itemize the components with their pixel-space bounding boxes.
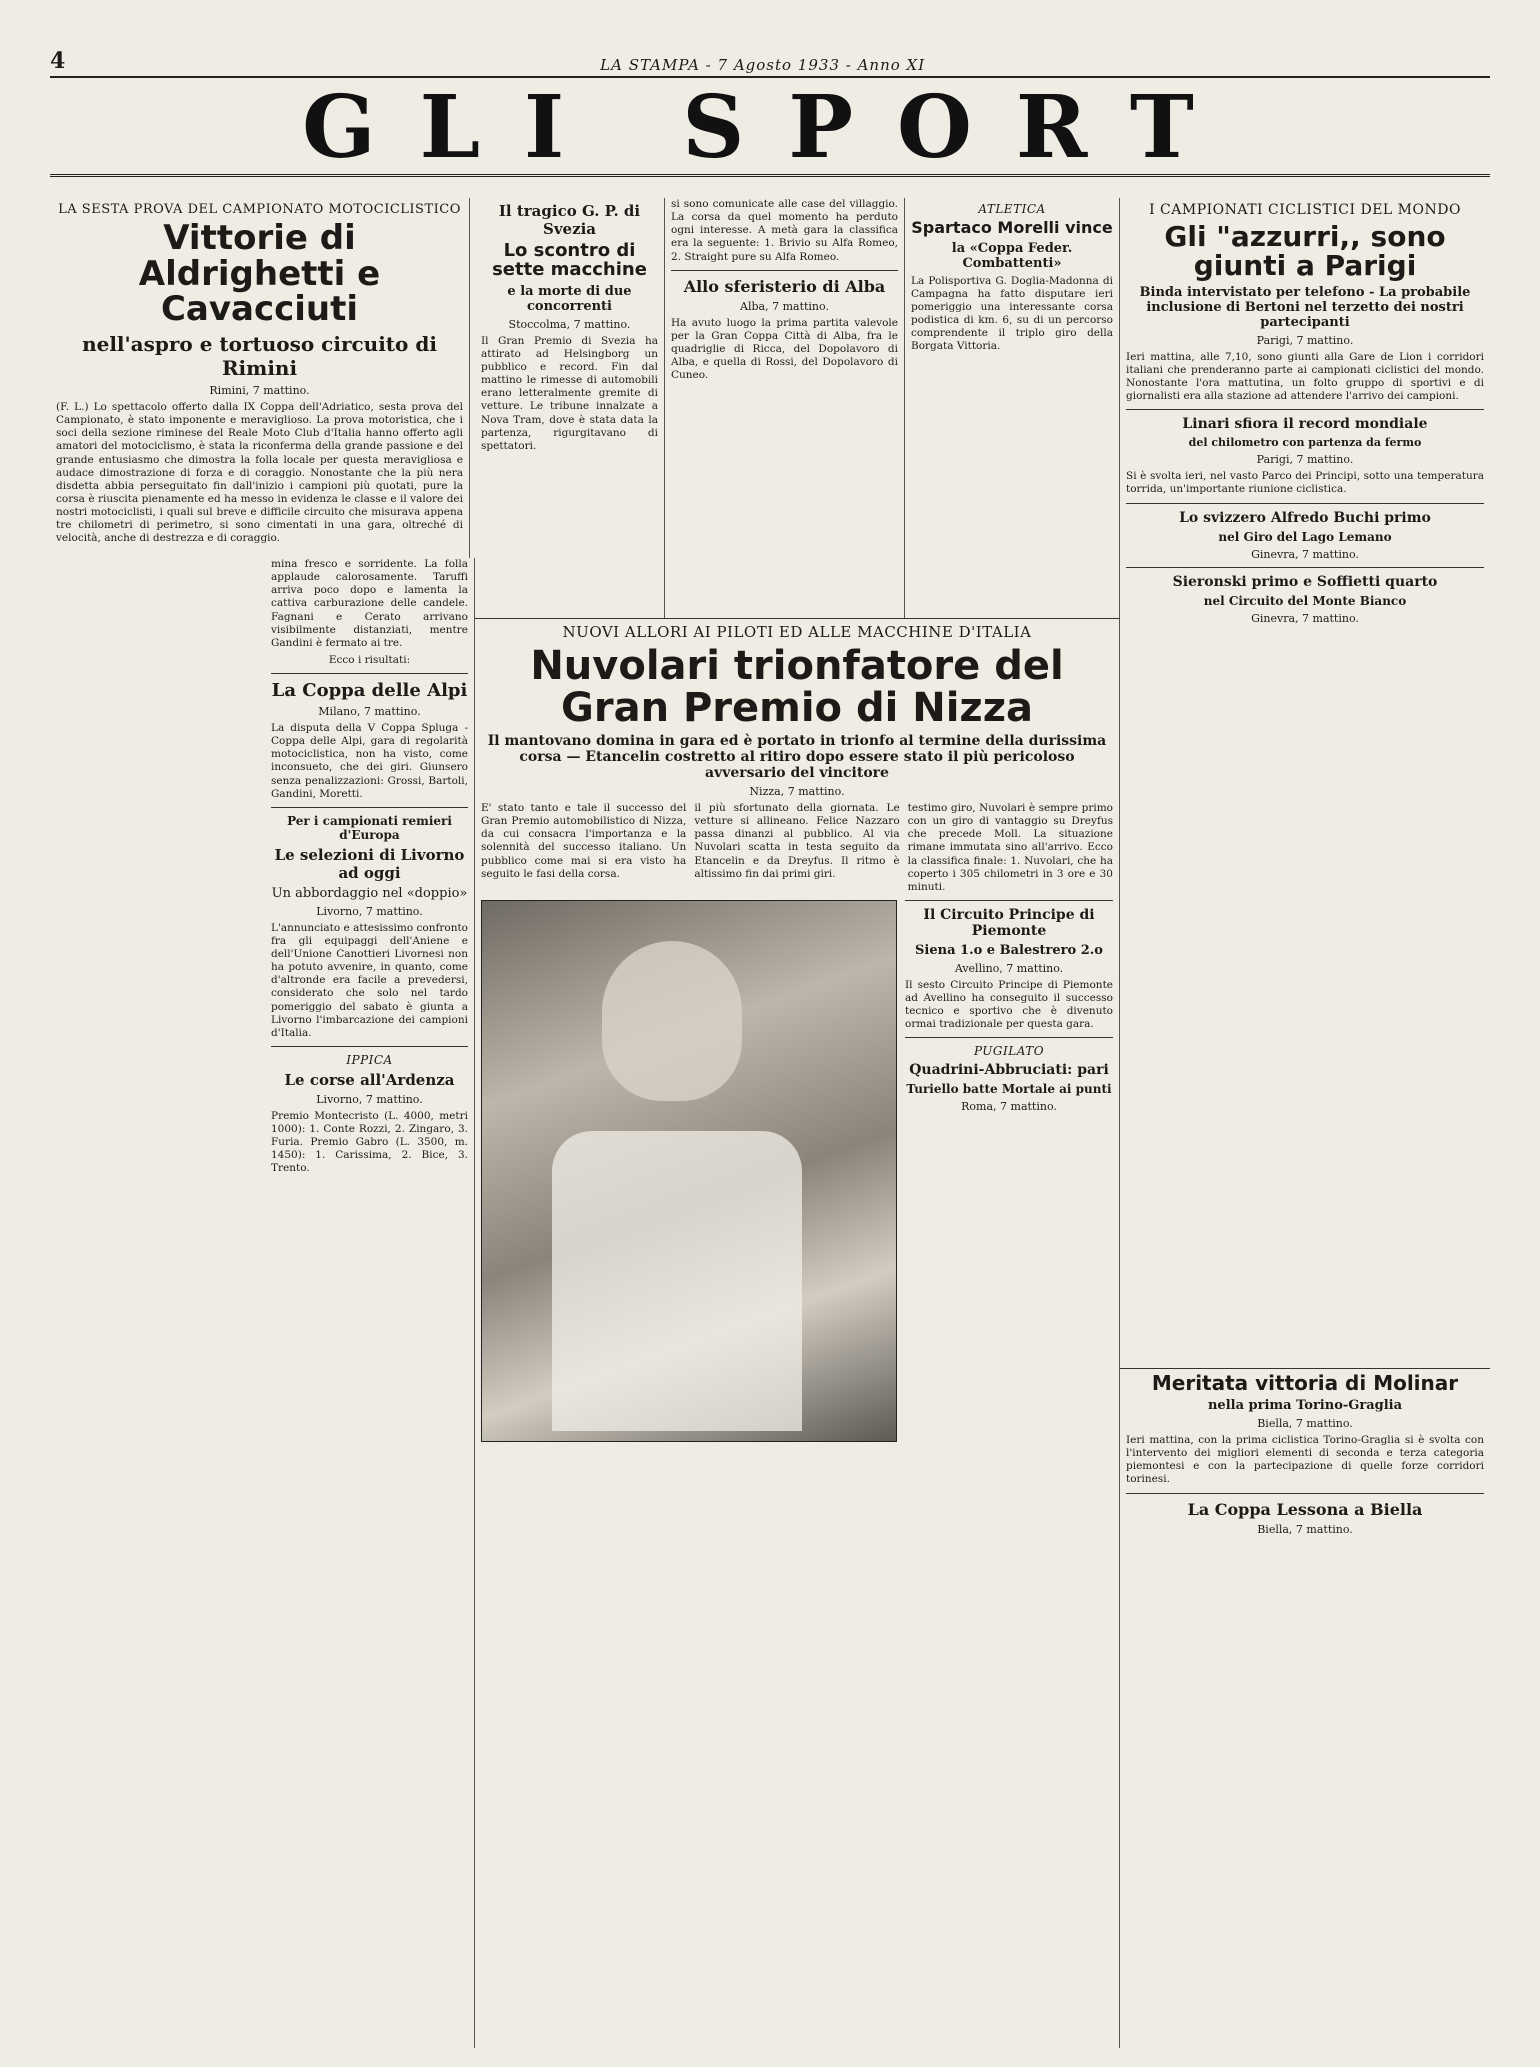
- article-column-4: [665, 198, 905, 618]
- pugilato-subtitle: Turiello batte Mortale ai punti: [906, 1082, 1112, 1097]
- pugilato-kicker: PUGILATO: [973, 1044, 1045, 1059]
- sieronski-title: Sieronski primo e Soffietti quarto: [1172, 573, 1438, 590]
- buchi-dateline: Ginevra, 7 mattino.: [1251, 547, 1359, 561]
- alba-body: Ha avuto luogo la prima partita valevole per la Gran Coppa Città di Alba, fra le quadriglie di Ricca, del Dopolavoro di Alba, e quella di Rossi, del Dopolavoro di Cuneo.: [671, 316, 898, 382]
- coppa-alpi-body: La disputa della V Coppa Spluga - Coppa delle Alpi, gara di regolarità motociclistica, non ha visto, come inconsueto, che dei giri. Giunsero senza penalizzazioni: Grossi, Bartoli, Gandini, Moretti.: [271, 722, 468, 800]
- parigi-dateline: Parigi, 7 mattino.: [1256, 333, 1354, 347]
- piemonte-title: Il Circuito Principe di Piemonte: [923, 906, 1095, 939]
- masthead-line: LA STAMPA - 7 Agosto 1933 - Anno XI: [600, 56, 926, 74]
- linari-title: Linari sfiora il record mondiale: [1182, 416, 1428, 433]
- svezia-headline: Lo scontro di sette macchine: [492, 240, 647, 280]
- nizza-body-1: E' stato tanto e tale il successo del Gran Premio automobilistico di Nizza, da cui consacra l'importanza e la solennità del successo italiano. Un pubblico come mai si era visto ha seguito le fasi della corsa.: [481, 802, 687, 880]
- linari-subtitle: del chilometro con partenza da fermo: [1188, 436, 1422, 450]
- molinar-dateline: Biella, 7 mattino.: [1257, 1417, 1353, 1430]
- coppa-alpi-dateline: Milano, 7 mattino.: [318, 705, 421, 718]
- newspaper-page: [50, 48, 1490, 2048]
- nizza-subhead: Il mantovano domina in gara ed è portato in trionfo al termine della durissima corsa — Etancelin costretto al ritiro dopo essere stato il più pericoloso avversario del vincitore: [487, 733, 1107, 781]
- running-header: [50, 48, 1490, 78]
- article-svezia: [475, 198, 665, 618]
- nizza-body-2: il più sfortunato della giornata. Le vetture si allineano. Felice Nazzaro passa dinanzi al pubblico. Al via Nuvolari scatta in testa seguito da Etancelin e da Dreyfus. Il ritmo è altissimo fin dai primi giri.: [694, 802, 900, 880]
- nizza-kicker: NUOVI ALLORI AI PILOTI ED ALLE MACCHINE D'ITALIA: [562, 623, 1032, 641]
- results-label: Ecco i risultati:: [328, 653, 411, 666]
- article-subhead: nell'aspro e tortuoso circuito di Rimini: [82, 332, 437, 381]
- buchi-title: Lo svizzero Alfredo Buchi primo: [1179, 509, 1431, 526]
- svezia-dateline: Stoccolma, 7 mattino.: [508, 317, 631, 331]
- coppa-alpi-title: La Coppa delle Alpi: [271, 680, 468, 701]
- pugilato-dateline: Roma, 7 mattino.: [961, 1100, 1057, 1114]
- remieri-dateline: Livorno, 7 mattino.: [316, 904, 423, 918]
- remieri-subtitle: Un abbordaggio nel «doppio»: [271, 885, 468, 901]
- ardenza-body: Premio Montecristo (L. 4000, metri 1000): 1. Conte Rozzi, 2. Zingaro, 3. Furia. Premio Gabro (L. 3500, m. 1450): 1. Carissima, 2. Bice, 3. Trento.: [271, 1109, 468, 1175]
- nizza-dateline: Nizza, 7 mattino.: [749, 785, 845, 798]
- column-motociclismo: [265, 558, 475, 2048]
- ardenza-kicker: IPPICA: [346, 1052, 393, 1067]
- article-headline: Vittorie di Aldrighetti e Cavacciuti: [138, 218, 381, 330]
- piemonte-subtitle: Siena 1.o e Balestrero 2.o: [915, 942, 1103, 958]
- nizza-body-3: testimo giro, Nuvolari è sempre primo con un giro di vantaggio su Dreyfus che precede Moll. La situazione rimane immutata sino all'arrivo. Ecco la classifica finale: 1. Nuvolari, che ha coperto i 305 chilometri in 3 ore e 30 minuti.: [907, 802, 1113, 893]
- parigi-kicker: I CAMPIONATI CICLISTICI DEL MONDO: [1149, 202, 1461, 218]
- ardenza-dateline: Livorno, 7 mattino.: [316, 1092, 423, 1106]
- article-dateline: Rimini, 7 mattino.: [209, 384, 310, 398]
- piemonte-body: Il sesto Circuito Principe di Piemonte ad Avellino ha conseguito il successo tecnico e sportivo che è divenuto ormai tradizionale per questa gara.: [905, 978, 1113, 1031]
- atletica-kicker: ATLETICA: [978, 202, 1046, 216]
- ardenza-title: Le corse all'Ardenza: [284, 1070, 455, 1089]
- linari-body: Si è svolta ieri, nel vasto Parco dei Principi, sotto una temperatura torrida, un'importante riunione ciclistica.: [1126, 470, 1484, 496]
- pugilato-title: Quadrini-Abbruciati: pari: [909, 1062, 1109, 1079]
- article-atletica: [905, 198, 1120, 618]
- nuvolari-photo: [481, 900, 897, 1442]
- section-title: GLI SPORT: [50, 82, 1490, 177]
- article-body: (F. L.) Lo spettacolo offerto dalla IX Coppa dell'Adriatico, sesta prova del Campionato, è stato imponente e meraviglioso. La prova motoristica, che i soci della sezione riminese del Reale Moto Club d'Italia hanno offerto agli amatori del motociclismo, è stata la riconferma della grande passione e del grande entusiasmo che dimostra la folla locale per questa meravigliosa e audace dimostrazione di forza e di coraggio. Nonostante che la più nera disdetta abbia perseguitato fin dall'inizio i campioni più quotati, pure la corsa è riuscita pienamente ed ha messo in evidenza le classe e il valore dei nostri motociclisti, i quali sul breve e difficile circuito che misurava appena tre chilometri di perimetro, si sono cimentati in una gara, oltreché di velocità, anche di destrezza e di coraggio.: [56, 401, 463, 545]
- article-body-continued: mina fresco e sorridente. La folla applaude calorosamente. Taruffi arriva poco dopo e lamenta la cattiva carburazione delle candele. Fagnani e Cerato arrivano visibilmente distanziati, mentre Gandini è fermato ai tre.: [271, 558, 468, 649]
- molinar-title: Meritata vittoria di Molinar: [1151, 1371, 1459, 1395]
- svezia-body: Il Gran Premio di Svezia ha attirato ad Helsingborg un pubblico e record. Fin dal mattino le rimesse di automobili erano letteralmente gremite di vetture. Le tribune innalzate a Nova Tram, dove è stata data la partenza, rigurgitavano di spettatori.: [481, 334, 658, 452]
- remieri-title: Le selezioni di Livorno ad oggi: [274, 845, 465, 882]
- nizza-headline: Nuvolari trionfatore del Gran Premio di Nizza: [530, 643, 1064, 731]
- lessona-dateline: Biella, 7 mattino.: [1257, 1522, 1353, 1536]
- page-number: 4: [50, 48, 66, 74]
- svezia-title: Il tragico G. P. di Svezia: [498, 202, 641, 238]
- atletica-subhead: la «Coppa Feder. Combattenti»: [951, 240, 1073, 271]
- svezia-subhead: e la morte di due concorrenti: [507, 283, 632, 314]
- molinar-subtitle: nella prima Torino-Graglia: [1207, 1398, 1403, 1413]
- parigi-subhead: Binda intervistato per telefono - La probabile inclusione di Bertoni nel terzetto dei nostri partecipanti: [1139, 284, 1471, 330]
- alba-title: Allo sferisterio di Alba: [683, 276, 886, 296]
- lessona-title: La Coppa Lessona a Biella: [1187, 1499, 1423, 1519]
- alba-dateline: Alba, 7 mattino.: [740, 299, 829, 313]
- article-nizza: [475, 618, 1120, 2048]
- parigi-headline: Gli "azzurri,, sono giunti a Parigi: [1164, 220, 1446, 283]
- piemonte-dateline: Avellino, 7 mattino.: [954, 961, 1064, 975]
- atletica-body: La Polisportiva G. Doglia-Madonna di Campagna ha fatto disputare ieri pomeriggio una interessante corsa podistica di km. 6, su di un percorso comprendente il triplo giro della Borgata Vittoria.: [911, 274, 1113, 353]
- linari-dateline: Parigi, 7 mattino.: [1256, 453, 1354, 467]
- article-molinar: [1120, 1368, 1490, 2048]
- parigi-body: Ieri mattina, alle 7,10, sono giunti alla Gare de Lion i corridori italiani che prenderanno parte ai campionati ciclistici del mondo. Nonostante l'ora mattutina, un folto gruppo di sportivi e di giornalisti era alla stazione ad attendere l'arrivo dei campioni.: [1126, 350, 1484, 403]
- remieri-kicker: Per i campionati remieri d'Europa: [287, 813, 452, 842]
- molinar-body: Ieri mattina, con la prima ciclistica Torino-Graglia si è svolta con l'intervento dei migliori elementi di seconda e terza categoria piemontesi e con la partecipazione di quelle forze corridori torinesi.: [1126, 1434, 1484, 1486]
- article-parigi: [1120, 198, 1490, 1368]
- article-kicker: LA SESTA PROVA DEL CAMPIONATO MOTOCICLISTICO: [58, 202, 461, 217]
- buchi-subtitle: nel Giro del Lago Lemano: [1218, 529, 1392, 544]
- svezia-continued: si sono comunicate alle case del villaggio. La corsa da quel momento ha perduto ogni interesse. A metà gara la classifica era la seguente: 1. Brivio su Alfa Romeo, 2. Straight pure su Alfa Romeo.: [671, 198, 898, 263]
- atletica-headline: Spartaco Morelli vince: [911, 218, 1113, 237]
- remieri-body: L'annunciato e attesissimo confronto fra gli equipaggi dell'Aniene e dell'Unione Canottieri Livornesi non ha potuto avvenire, in quanto, come d'altronde era facile a prevedersi, considerato che solo nel tardo pomeriggio del sabato è giunta a Livorno l'imbarcazione dei campioni d'Italia.: [271, 921, 469, 1039]
- sieronski-dateline: Ginevra, 7 mattino.: [1251, 611, 1359, 625]
- sieronski-subtitle: nel Circuito del Monte Bianco: [1203, 593, 1407, 608]
